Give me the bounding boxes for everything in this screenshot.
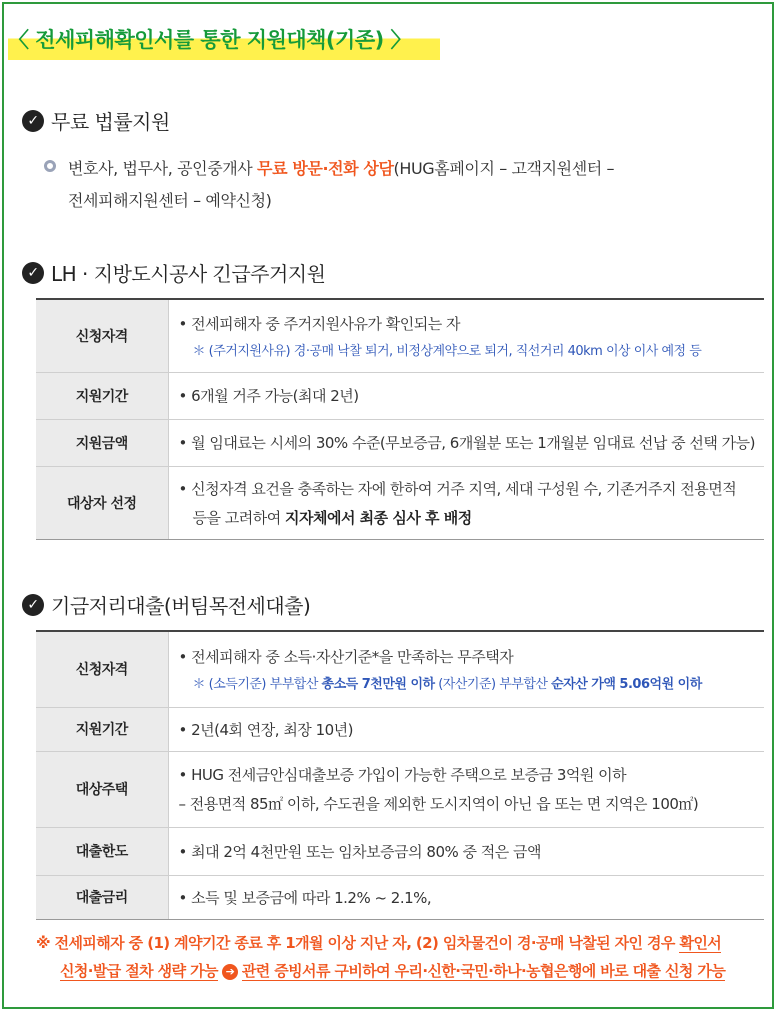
legal-highlight: 무료 방문·전화 상담 [257, 159, 394, 178]
row-value [168, 631, 764, 707]
row-note: ＊ (주거지원사유) 경·공매 낙찰 퇴거, 비정상계약으로 퇴거, 직선거리 40km 이상 이사 예정 등 [192, 343, 702, 359]
lh-support-table [36, 298, 764, 540]
table-row [36, 419, 764, 466]
row-label: 지원기간 [36, 707, 168, 751]
footnote-line-2 [60, 960, 725, 981]
row-text: • 전세피해자 중 소득·자산기준*을 만족하는 무주택자 [178, 648, 514, 667]
row-value: • 월 임대료는 시세의 30% 수준(무보증금, 6개월분 또는 1개월분 임대료 선납 중 선택 가능) [168, 419, 764, 466]
footnote-underlined: 확인서 [679, 934, 722, 952]
row-text: • 전세피해자 중 주거지원사유가 확인되는 자 [178, 314, 461, 333]
page-title: 〈 전세피해확인서를 통한 지원대책(기존) 〉 [8, 20, 440, 60]
row-text-2 [179, 507, 765, 528]
row-label: 대상자 선정 [36, 466, 168, 539]
footnote-text: 관련 증빙서류 구비하여 우리·신한·국민·하나·농협은행에 바로 대출 신청 가능 [241, 962, 726, 980]
section-heading-lh [22, 258, 325, 287]
footnote-text: ※ 전세피해자 중 (1) 계약기간 종료 후 1개월 이상 지난 자, (2) 임차물건이 경·공매 낙찰된 자인 경우 [36, 934, 680, 952]
row-note [179, 673, 765, 692]
note-part: (자산기준) 부부합산 [434, 677, 552, 693]
table-row [36, 299, 764, 372]
table-row [36, 875, 764, 919]
row-label: 신청자격 [36, 299, 168, 372]
row-value [168, 299, 764, 372]
section-title: 기금저리대출(버팀목전세대출) [51, 594, 311, 618]
row-label: 지원금액 [36, 419, 168, 466]
check-circle-icon: ✓ [22, 594, 44, 616]
row-text-2: – 전용면적 85㎡ 이하, 수도권을 제외한 도시지역이 아닌 읍 또는 면 지역은 100㎡) [178, 795, 699, 813]
row-label: 지원기간 [36, 372, 168, 419]
arrow-right-icon: ➔ [222, 964, 238, 980]
row-text-2-bold: 지자체에서 최종 심사 후 배정 [284, 508, 472, 527]
row-value: • 소득 및 보증금에 따라 1.2% ~ 2.1%, [168, 875, 764, 919]
row-label: 대상주택 [36, 751, 168, 827]
check-circle-icon: ✓ [22, 110, 44, 132]
legal-text: 변호사, 법무사, 공인중개사 [68, 159, 258, 178]
footnote-line-1 [36, 932, 721, 953]
note-bold: 총소득 7천만원 이하 [321, 677, 435, 693]
table-row [36, 707, 764, 751]
footnote-underlined: 신청·발급 절차 생략 가능 [60, 962, 218, 980]
row-text-2-pre: 등을 고려하여 [192, 508, 285, 527]
row-value [168, 466, 764, 539]
row-value: • 2년(4회 연장, 최장 10년) [168, 707, 764, 751]
section-heading-legal [22, 106, 170, 135]
note-part: ＊ (소득기준) 부부합산 [192, 677, 322, 693]
row-text: • 신청자격 요건을 충족하는 자에 한하여 거주 지역, 세대 구성원 수, 기존거주지 전용면적 [178, 479, 737, 498]
ring-bullet-icon [44, 160, 56, 172]
table-row [36, 372, 764, 419]
table-row [36, 827, 764, 875]
row-label: 신청자격 [36, 631, 168, 707]
row-value: • 최대 2억 4천만원 또는 임차보증금의 80% 중 적은 금액 [168, 827, 764, 875]
section-title: LH · 지방도시공사 긴급주거지원 [51, 262, 326, 286]
section-title: 무료 법률지원 [51, 110, 170, 134]
table-row [36, 751, 764, 827]
check-circle-icon: ✓ [22, 262, 44, 284]
row-label: 대출금리 [36, 875, 168, 919]
section-heading-loan [22, 590, 310, 619]
loan-table [36, 630, 764, 920]
legal-line-2: 전세피해지원센터 – 예약신청) [68, 191, 272, 210]
table-row [36, 466, 764, 539]
row-value: • 6개월 거주 가능(최대 2년) [168, 372, 764, 419]
note-bold: 순자산 가액 5.06억원 이하 [551, 677, 702, 693]
legal-line-1 [68, 156, 614, 179]
row-text: • HUG 전세금안심대출보증 가입이 가능한 주택으로 보증금 3억원 이하 [178, 766, 627, 784]
row-value [168, 751, 764, 827]
table-row [36, 631, 764, 707]
row-label: 대출한도 [36, 827, 168, 875]
legal-text-post: (HUG홈페이지 – 고객지원센터 – [393, 159, 615, 178]
